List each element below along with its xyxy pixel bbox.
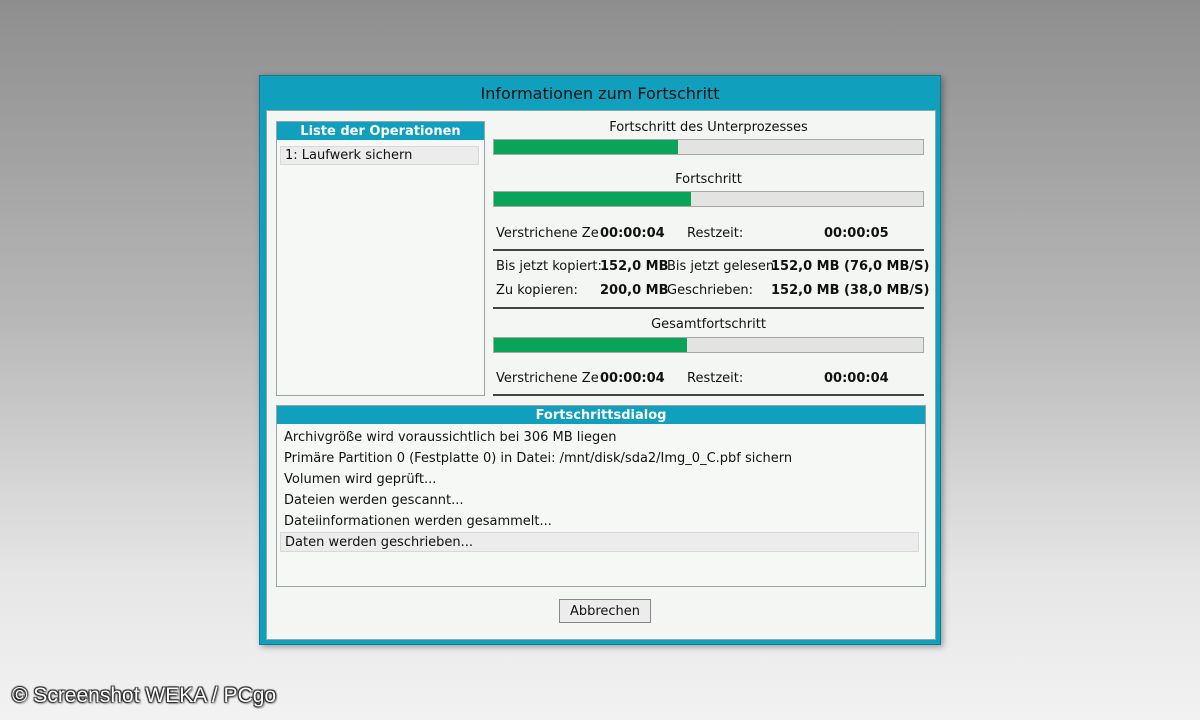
progress-log-panel (276, 405, 926, 587)
subprocess-progress-label: Fortschritt des Unterprozesses (609, 120, 808, 135)
log-line-selected[interactable]: Daten werden geschrieben... (280, 532, 919, 552)
to-copy-value: 200,0 MB (600, 283, 669, 298)
main-elapsed-value: 00:00:04 (600, 226, 665, 241)
screenshot-watermark: © Screenshot WEKA / PCgo (12, 684, 277, 707)
operations-list-header: Liste der Operationen (277, 122, 484, 140)
progress-dialog-window (259, 75, 941, 645)
operations-list-panel (276, 121, 485, 396)
divider (493, 394, 924, 396)
main-progress-bar (493, 191, 924, 207)
copied-label: Bis jetzt kopiert: (496, 259, 602, 274)
overall-elapsed-value: 00:00:04 (600, 371, 665, 386)
overall-remaining-value: 00:00:04 (824, 371, 889, 386)
dialog-client-area (266, 110, 936, 640)
divider (493, 307, 924, 309)
overall-remaining-label: Restzeit: (687, 371, 744, 386)
main-remaining-label: Restzeit: (687, 226, 744, 241)
log-line: Primäre Partition 0 (Festplatte 0) in Datei: /mnt/disk/sda2/Img_0_C.pbf sichern (284, 450, 793, 466)
overall-progress-label: Gesamtfortschritt (651, 317, 766, 332)
main-remaining-value: 00:00:05 (824, 226, 889, 241)
cancel-button[interactable]: Abbrechen (559, 599, 651, 623)
overall-elapsed-label: Verstrichene Ze (496, 371, 599, 386)
read-value: 152,0 MB (76,0 MB/S) (771, 259, 930, 274)
progress-log-header: Fortschrittsdialog (277, 406, 925, 424)
log-line: Dateiinformationen werden gesammelt... (284, 513, 552, 529)
written-label: Geschrieben: (667, 283, 754, 298)
divider (493, 249, 924, 251)
log-line: Archivgröße wird voraussichtlich bei 306 MB liegen (284, 429, 617, 445)
window-title: Informationen zum Fortschritt (480, 83, 720, 103)
main-progress-fill (494, 192, 691, 206)
main-elapsed-label: Verstrichene Ze (496, 226, 599, 241)
copied-value: 152,0 MB (600, 259, 669, 274)
subprocess-progress-fill (494, 140, 678, 154)
overall-progress-bar (493, 337, 924, 353)
log-line: Dateien werden gescannt... (284, 492, 464, 508)
read-label: Bis jetzt gelesen (667, 259, 775, 274)
overall-progress-fill (494, 338, 687, 352)
main-progress-label: Fortschritt (675, 172, 742, 187)
subprocess-progress-bar (493, 139, 924, 155)
written-value: 152,0 MB (38,0 MB/S) (771, 283, 930, 298)
to-copy-label: Zu kopieren: (496, 283, 578, 298)
operation-list-item[interactable]: 1: Laufwerk sichern (280, 146, 479, 165)
log-line: Volumen wird geprüft... (284, 471, 437, 487)
